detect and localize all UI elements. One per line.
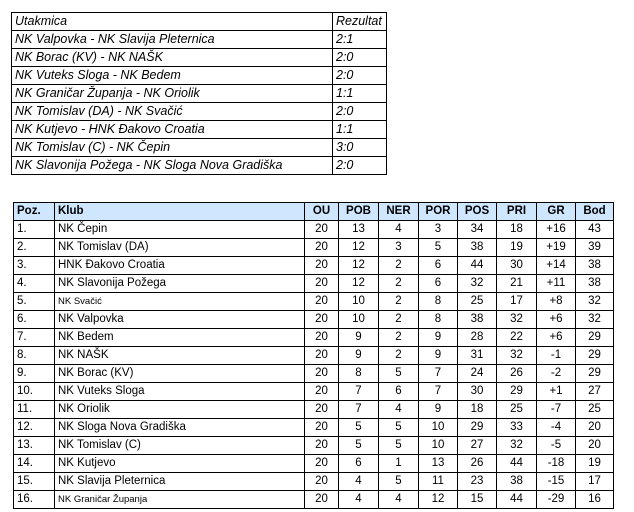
losses-cell: 3	[419, 221, 458, 239]
score-cell: 2:0	[333, 67, 387, 85]
wins-cell: 6	[339, 455, 379, 473]
goals-against-cell: 18	[497, 221, 537, 239]
header-poz: Poz.	[14, 203, 55, 221]
goals-for-cell: 29	[458, 419, 497, 437]
table-row	[14, 257, 614, 275]
goals-against-cell: 21	[497, 275, 537, 293]
table-row	[14, 329, 614, 347]
standings-table	[13, 202, 614, 509]
goal-difference-cell: +19	[537, 239, 576, 257]
club-cell: NK Tomislav (C)	[55, 437, 305, 455]
goals-against-cell: 29	[497, 383, 537, 401]
goals-for-cell: 38	[458, 311, 497, 329]
position-cell: 13.	[14, 437, 55, 455]
draws-cell: 6	[379, 383, 419, 401]
played-cell: 20	[305, 311, 339, 329]
goals-for-cell: 23	[458, 473, 497, 491]
club-cell: HNK Đakovo Croatia	[55, 257, 305, 275]
draws-cell: 3	[379, 239, 419, 257]
position-cell: 11.	[14, 401, 55, 419]
score-cell: 3:0	[333, 139, 387, 157]
goal-difference-cell: -7	[537, 401, 576, 419]
wins-cell: 12	[339, 275, 379, 293]
losses-cell: 9	[419, 329, 458, 347]
club-cell: NK Kutjevo	[55, 455, 305, 473]
goal-difference-cell: -18	[537, 455, 576, 473]
goal-difference-cell: +6	[537, 311, 576, 329]
club-cell: NK Oriolik	[55, 401, 305, 419]
wins-cell: 8	[339, 365, 379, 383]
goals-for-cell: 24	[458, 365, 497, 383]
wins-cell: 5	[339, 419, 379, 437]
club-cell: NK Vuteks Sloga	[55, 383, 305, 401]
table-row	[14, 401, 614, 419]
table-row	[14, 311, 614, 329]
losses-cell: 13	[419, 455, 458, 473]
table-row	[14, 419, 614, 437]
played-cell: 20	[305, 383, 339, 401]
draws-cell: 2	[379, 329, 419, 347]
club-cell: NK Valpovka	[55, 311, 305, 329]
match-cell: NK Valpovka - NK Slavija Pleternica	[12, 31, 333, 49]
goals-against-cell: 32	[497, 437, 537, 455]
club-cell: NK Čepin	[55, 221, 305, 239]
table-row	[14, 455, 614, 473]
draws-cell: 2	[379, 347, 419, 365]
losses-cell: 12	[419, 491, 458, 509]
goals-against-cell: 32	[497, 347, 537, 365]
wins-cell: 7	[339, 401, 379, 419]
results-header-score: Rezultat	[333, 13, 387, 31]
goals-against-cell: 38	[497, 473, 537, 491]
table-row	[14, 365, 614, 383]
draws-cell: 2	[379, 311, 419, 329]
goals-for-cell: 28	[458, 329, 497, 347]
goals-against-cell: 44	[497, 491, 537, 509]
position-cell: 10.	[14, 383, 55, 401]
wins-cell: 12	[339, 239, 379, 257]
position-cell: 4.	[14, 275, 55, 293]
position-cell: 5.	[14, 293, 55, 311]
results-table	[11, 12, 387, 175]
goals-for-cell: 30	[458, 383, 497, 401]
goal-difference-cell: -5	[537, 437, 576, 455]
points-cell: 20	[576, 419, 614, 437]
played-cell: 20	[305, 275, 339, 293]
results-header-match: Utakmica	[12, 13, 333, 31]
table-row	[14, 347, 614, 365]
header-bod: Bod	[576, 203, 614, 221]
losses-cell: 10	[419, 419, 458, 437]
goals-against-cell: 17	[497, 293, 537, 311]
results-row	[12, 157, 387, 175]
table-row	[14, 293, 614, 311]
points-cell: 32	[576, 311, 614, 329]
goals-against-cell: 33	[497, 419, 537, 437]
losses-cell: 9	[419, 347, 458, 365]
results-row	[12, 85, 387, 103]
results-header-row	[12, 13, 387, 31]
points-cell: 32	[576, 293, 614, 311]
score-cell: 2:0	[333, 49, 387, 67]
points-cell: 19	[576, 455, 614, 473]
position-cell: 6.	[14, 311, 55, 329]
points-cell: 43	[576, 221, 614, 239]
table-row	[14, 383, 614, 401]
score-cell: 1:1	[333, 121, 387, 139]
position-cell: 15.	[14, 473, 55, 491]
club-cell: NK NAŠK	[55, 347, 305, 365]
goal-difference-cell: -29	[537, 491, 576, 509]
header-ner: NER	[379, 203, 419, 221]
table-row	[14, 437, 614, 455]
draws-cell: 1	[379, 455, 419, 473]
standings-header-row	[14, 203, 614, 221]
points-cell: 29	[576, 347, 614, 365]
wins-cell: 9	[339, 329, 379, 347]
draws-cell: 2	[379, 293, 419, 311]
played-cell: 20	[305, 347, 339, 365]
match-cell: NK Graničar Županja - NK Oriolik	[12, 85, 333, 103]
losses-cell: 11	[419, 473, 458, 491]
played-cell: 20	[305, 239, 339, 257]
goal-difference-cell: -1	[537, 347, 576, 365]
draws-cell: 4	[379, 221, 419, 239]
score-cell: 2:0	[333, 157, 387, 175]
score-cell: 1:1	[333, 85, 387, 103]
played-cell: 20	[305, 419, 339, 437]
goal-difference-cell: +14	[537, 257, 576, 275]
losses-cell: 9	[419, 401, 458, 419]
draws-cell: 5	[379, 365, 419, 383]
goals-for-cell: 31	[458, 347, 497, 365]
results-row	[12, 31, 387, 49]
played-cell: 20	[305, 293, 339, 311]
goals-for-cell: 32	[458, 275, 497, 293]
goals-against-cell: 26	[497, 365, 537, 383]
position-cell: 7.	[14, 329, 55, 347]
standings-body	[14, 221, 614, 509]
wins-cell: 13	[339, 221, 379, 239]
points-cell: 27	[576, 383, 614, 401]
goals-for-cell: 25	[458, 293, 497, 311]
club-cell: NK Svačić	[55, 293, 305, 311]
draws-cell: 5	[379, 473, 419, 491]
results-row	[12, 67, 387, 85]
table-row	[14, 473, 614, 491]
draws-cell: 4	[379, 401, 419, 419]
goal-difference-cell: +8	[537, 293, 576, 311]
points-cell: 17	[576, 473, 614, 491]
results-row	[12, 139, 387, 157]
position-cell: 3.	[14, 257, 55, 275]
played-cell: 20	[305, 455, 339, 473]
played-cell: 20	[305, 491, 339, 509]
played-cell: 20	[305, 365, 339, 383]
match-cell: NK Kutjevo - HNK Đakovo Croatia	[12, 121, 333, 139]
played-cell: 20	[305, 257, 339, 275]
position-cell: 14.	[14, 455, 55, 473]
club-cell: NK Slavija Pleternica	[55, 473, 305, 491]
losses-cell: 6	[419, 257, 458, 275]
draws-cell: 5	[379, 437, 419, 455]
played-cell: 20	[305, 401, 339, 419]
goals-for-cell: 44	[458, 257, 497, 275]
table-row	[14, 239, 614, 257]
club-cell: NK Graničar Županja	[55, 491, 305, 509]
match-cell: NK Tomislav (C) - NK Čepin	[12, 139, 333, 157]
losses-cell: 5	[419, 239, 458, 257]
points-cell: 25	[576, 401, 614, 419]
points-cell: 39	[576, 239, 614, 257]
losses-cell: 10	[419, 437, 458, 455]
played-cell: 20	[305, 221, 339, 239]
table-row	[14, 491, 614, 509]
header-pri: PRI	[497, 203, 537, 221]
club-cell: NK Borac (KV)	[55, 365, 305, 383]
goals-against-cell: 19	[497, 239, 537, 257]
position-cell: 12.	[14, 419, 55, 437]
club-cell: NK Slavonija Požega	[55, 275, 305, 293]
goals-for-cell: 27	[458, 437, 497, 455]
results-row	[12, 121, 387, 139]
wins-cell: 9	[339, 347, 379, 365]
table-row	[14, 275, 614, 293]
goal-difference-cell: +1	[537, 383, 576, 401]
points-cell: 29	[576, 365, 614, 383]
position-cell: 9.	[14, 365, 55, 383]
losses-cell: 8	[419, 311, 458, 329]
wins-cell: 12	[339, 257, 379, 275]
goal-difference-cell: -15	[537, 473, 576, 491]
losses-cell: 6	[419, 275, 458, 293]
header-pos: POS	[458, 203, 497, 221]
points-cell: 38	[576, 275, 614, 293]
draws-cell: 2	[379, 257, 419, 275]
position-cell: 8.	[14, 347, 55, 365]
position-cell: 1.	[14, 221, 55, 239]
match-cell: NK Tomislav (DA) - NK Svačić	[12, 103, 333, 121]
goal-difference-cell: +11	[537, 275, 576, 293]
goals-for-cell: 15	[458, 491, 497, 509]
club-cell: NK Tomislav (DA)	[55, 239, 305, 257]
played-cell: 20	[305, 473, 339, 491]
results-row	[12, 49, 387, 67]
goal-difference-cell: +16	[537, 221, 576, 239]
wins-cell: 4	[339, 473, 379, 491]
losses-cell: 7	[419, 383, 458, 401]
wins-cell: 10	[339, 293, 379, 311]
draws-cell: 5	[379, 419, 419, 437]
points-cell: 16	[576, 491, 614, 509]
match-cell: NK Borac (KV) - NK NAŠK	[12, 49, 333, 67]
goal-difference-cell: +6	[537, 329, 576, 347]
goals-for-cell: 38	[458, 239, 497, 257]
draws-cell: 4	[379, 491, 419, 509]
draws-cell: 2	[379, 275, 419, 293]
header-klub: Klub	[55, 203, 305, 221]
goals-for-cell: 18	[458, 401, 497, 419]
header-pob: POB	[339, 203, 379, 221]
losses-cell: 8	[419, 293, 458, 311]
position-cell: 2.	[14, 239, 55, 257]
goal-difference-cell: -2	[537, 365, 576, 383]
goal-difference-cell: -4	[537, 419, 576, 437]
wins-cell: 7	[339, 383, 379, 401]
club-cell: NK Bedem	[55, 329, 305, 347]
losses-cell: 7	[419, 365, 458, 383]
goals-for-cell: 26	[458, 455, 497, 473]
match-cell: NK Slavonija Požega - NK Sloga Nova Gradiška	[12, 157, 333, 175]
position-cell: 16.	[14, 491, 55, 509]
points-cell: 20	[576, 437, 614, 455]
wins-cell: 4	[339, 491, 379, 509]
score-cell: 2:1	[333, 31, 387, 49]
results-row	[12, 103, 387, 121]
club-cell: NK Sloga Nova Gradiška	[55, 419, 305, 437]
header-ou: OU	[305, 203, 339, 221]
goals-against-cell: 32	[497, 311, 537, 329]
points-cell: 38	[576, 257, 614, 275]
wins-cell: 10	[339, 311, 379, 329]
goals-for-cell: 34	[458, 221, 497, 239]
header-gr: GR	[537, 203, 576, 221]
goals-against-cell: 22	[497, 329, 537, 347]
points-cell: 29	[576, 329, 614, 347]
score-cell: 2:0	[333, 103, 387, 121]
goals-against-cell: 30	[497, 257, 537, 275]
goals-against-cell: 44	[497, 455, 537, 473]
table-row	[14, 221, 614, 239]
played-cell: 20	[305, 329, 339, 347]
played-cell: 20	[305, 437, 339, 455]
header-por: POR	[419, 203, 458, 221]
match-cell: NK Vuteks Sloga - NK Bedem	[12, 67, 333, 85]
goals-against-cell: 25	[497, 401, 537, 419]
wins-cell: 5	[339, 437, 379, 455]
